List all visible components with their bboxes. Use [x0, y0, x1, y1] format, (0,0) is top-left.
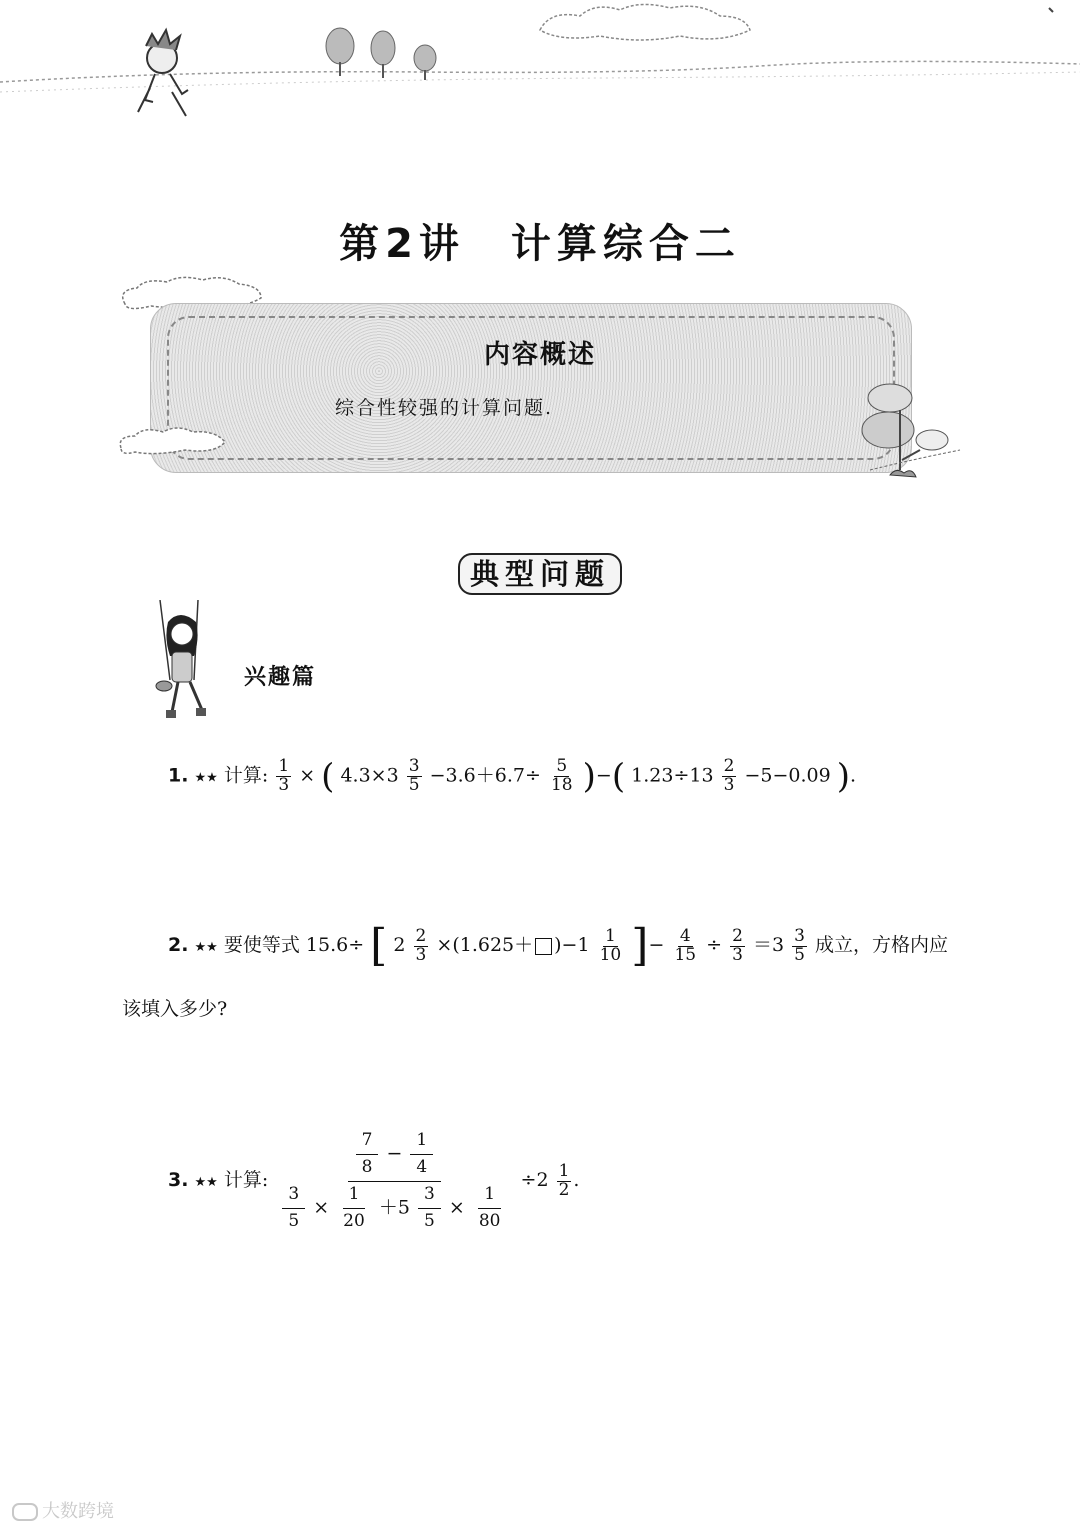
- blank-box: [535, 938, 552, 955]
- problem-1: 1. ★★ 计算: $\frac{1}{3}$ × ( 4.3×3 $\frac{3}{5}$ −3.6＋6.7÷ $\frac{5}{18}$ )−( 1.23÷13 $\frac{2}{3}$ −5−0.09 ).: [168, 756, 857, 797]
- expr-part: −3.6＋6.7÷: [429, 764, 541, 787]
- fraction: $\frac{4}{15}$: [674, 925, 697, 965]
- watermark-logo-icon: [12, 1503, 38, 1521]
- problem-3: 3. ★★ 计算: $\frac{7}{8}$ − $\frac{1}{4}$ $\frac{3}{5}$ × $\frac{1}{20}$ ＋5 $\frac{3}{5}$ × $\frac{1}{80}$ ÷2 $\frac{1}{2}$ .: [168, 1130, 580, 1231]
- problem-prefix: 计算:: [223, 1169, 269, 1192]
- fraction: $\frac{1}{10}$: [599, 925, 622, 965]
- left-cloud-bottom-decoration: [115, 424, 235, 460]
- bracket-open: [: [370, 920, 388, 971]
- fraction: $\frac{3}{5}$: [794, 925, 805, 965]
- complex-fraction: $\frac{7}{8}$ − $\frac{1}{4}$ $\frac{3}{5}$ × $\frac{1}{20}$ ＋5 $\frac{3}{5}$ × $\frac{1}{80}$: [274, 1132, 514, 1230]
- divide-sign: ÷: [706, 934, 723, 956]
- problem-number: 1.: [168, 764, 189, 787]
- problem-2-line-2: 该填入多少?: [122, 998, 228, 1020]
- fraction: $\frac{2}{3}$: [415, 925, 427, 965]
- difficulty-stars: ★★: [194, 770, 218, 786]
- fraction: $\frac{2}{3}$: [732, 925, 743, 965]
- fraction: $\frac{1}{3}$: [278, 756, 290, 795]
- difficulty-stars: ★★: [194, 1175, 218, 1191]
- problem-number: 2.: [168, 934, 189, 956]
- minus-sign: −: [648, 934, 665, 956]
- lecture-title: 第2讲 计算综合二: [339, 221, 741, 267]
- expr-part: ÷2: [520, 1169, 549, 1192]
- problem-2: [168, 920, 948, 971]
- expr-part: ＝3: [752, 934, 785, 956]
- whole-number: 2: [393, 934, 406, 956]
- problem-suffix: 成立，方格内应: [814, 934, 948, 956]
- girl-on-swing-illustration: [150, 600, 220, 728]
- fraction: $\frac{3}{5}$: [408, 756, 420, 795]
- summary-box: [150, 303, 912, 473]
- problem-prefix: 计算:: [223, 764, 269, 787]
- paren-close: ): [836, 756, 851, 797]
- tree-snail-decoration: [860, 380, 970, 485]
- subsection-heading: 兴趣篇: [244, 665, 317, 690]
- fraction: $\frac{2}{3}$: [723, 756, 735, 795]
- fraction: $\frac{5}{18}$: [550, 756, 573, 795]
- expr-part: −5−0.09: [744, 764, 831, 787]
- summary-text: 综合性较强的计算问题.: [335, 397, 554, 419]
- difficulty-stars: ★★: [194, 940, 218, 955]
- problem-number: 3.: [168, 1169, 189, 1192]
- expr-part: )−1: [554, 934, 590, 956]
- header-landscape-illustration: [0, 0, 1080, 140]
- expr-part: 1.23÷13: [631, 764, 714, 787]
- bracket-close: ]: [631, 920, 649, 971]
- section-heading: 典型问题: [0, 552, 1080, 593]
- minus-sign: −: [595, 764, 612, 787]
- paren-close: ): [582, 756, 596, 797]
- fraction: $\frac{1}{2}$: [558, 1160, 570, 1200]
- paren-open: (: [611, 756, 626, 797]
- expr-part: ×(1.625＋: [436, 934, 534, 956]
- watermark: 大数跨境: [12, 1497, 114, 1523]
- times-sign: ×: [299, 764, 316, 787]
- summary-heading: 内容概述: [483, 340, 596, 370]
- paren-open: (: [321, 756, 335, 797]
- expr-part: 4.3×3: [340, 764, 399, 787]
- problem-prefix: 要使等式 15.6÷: [223, 934, 365, 956]
